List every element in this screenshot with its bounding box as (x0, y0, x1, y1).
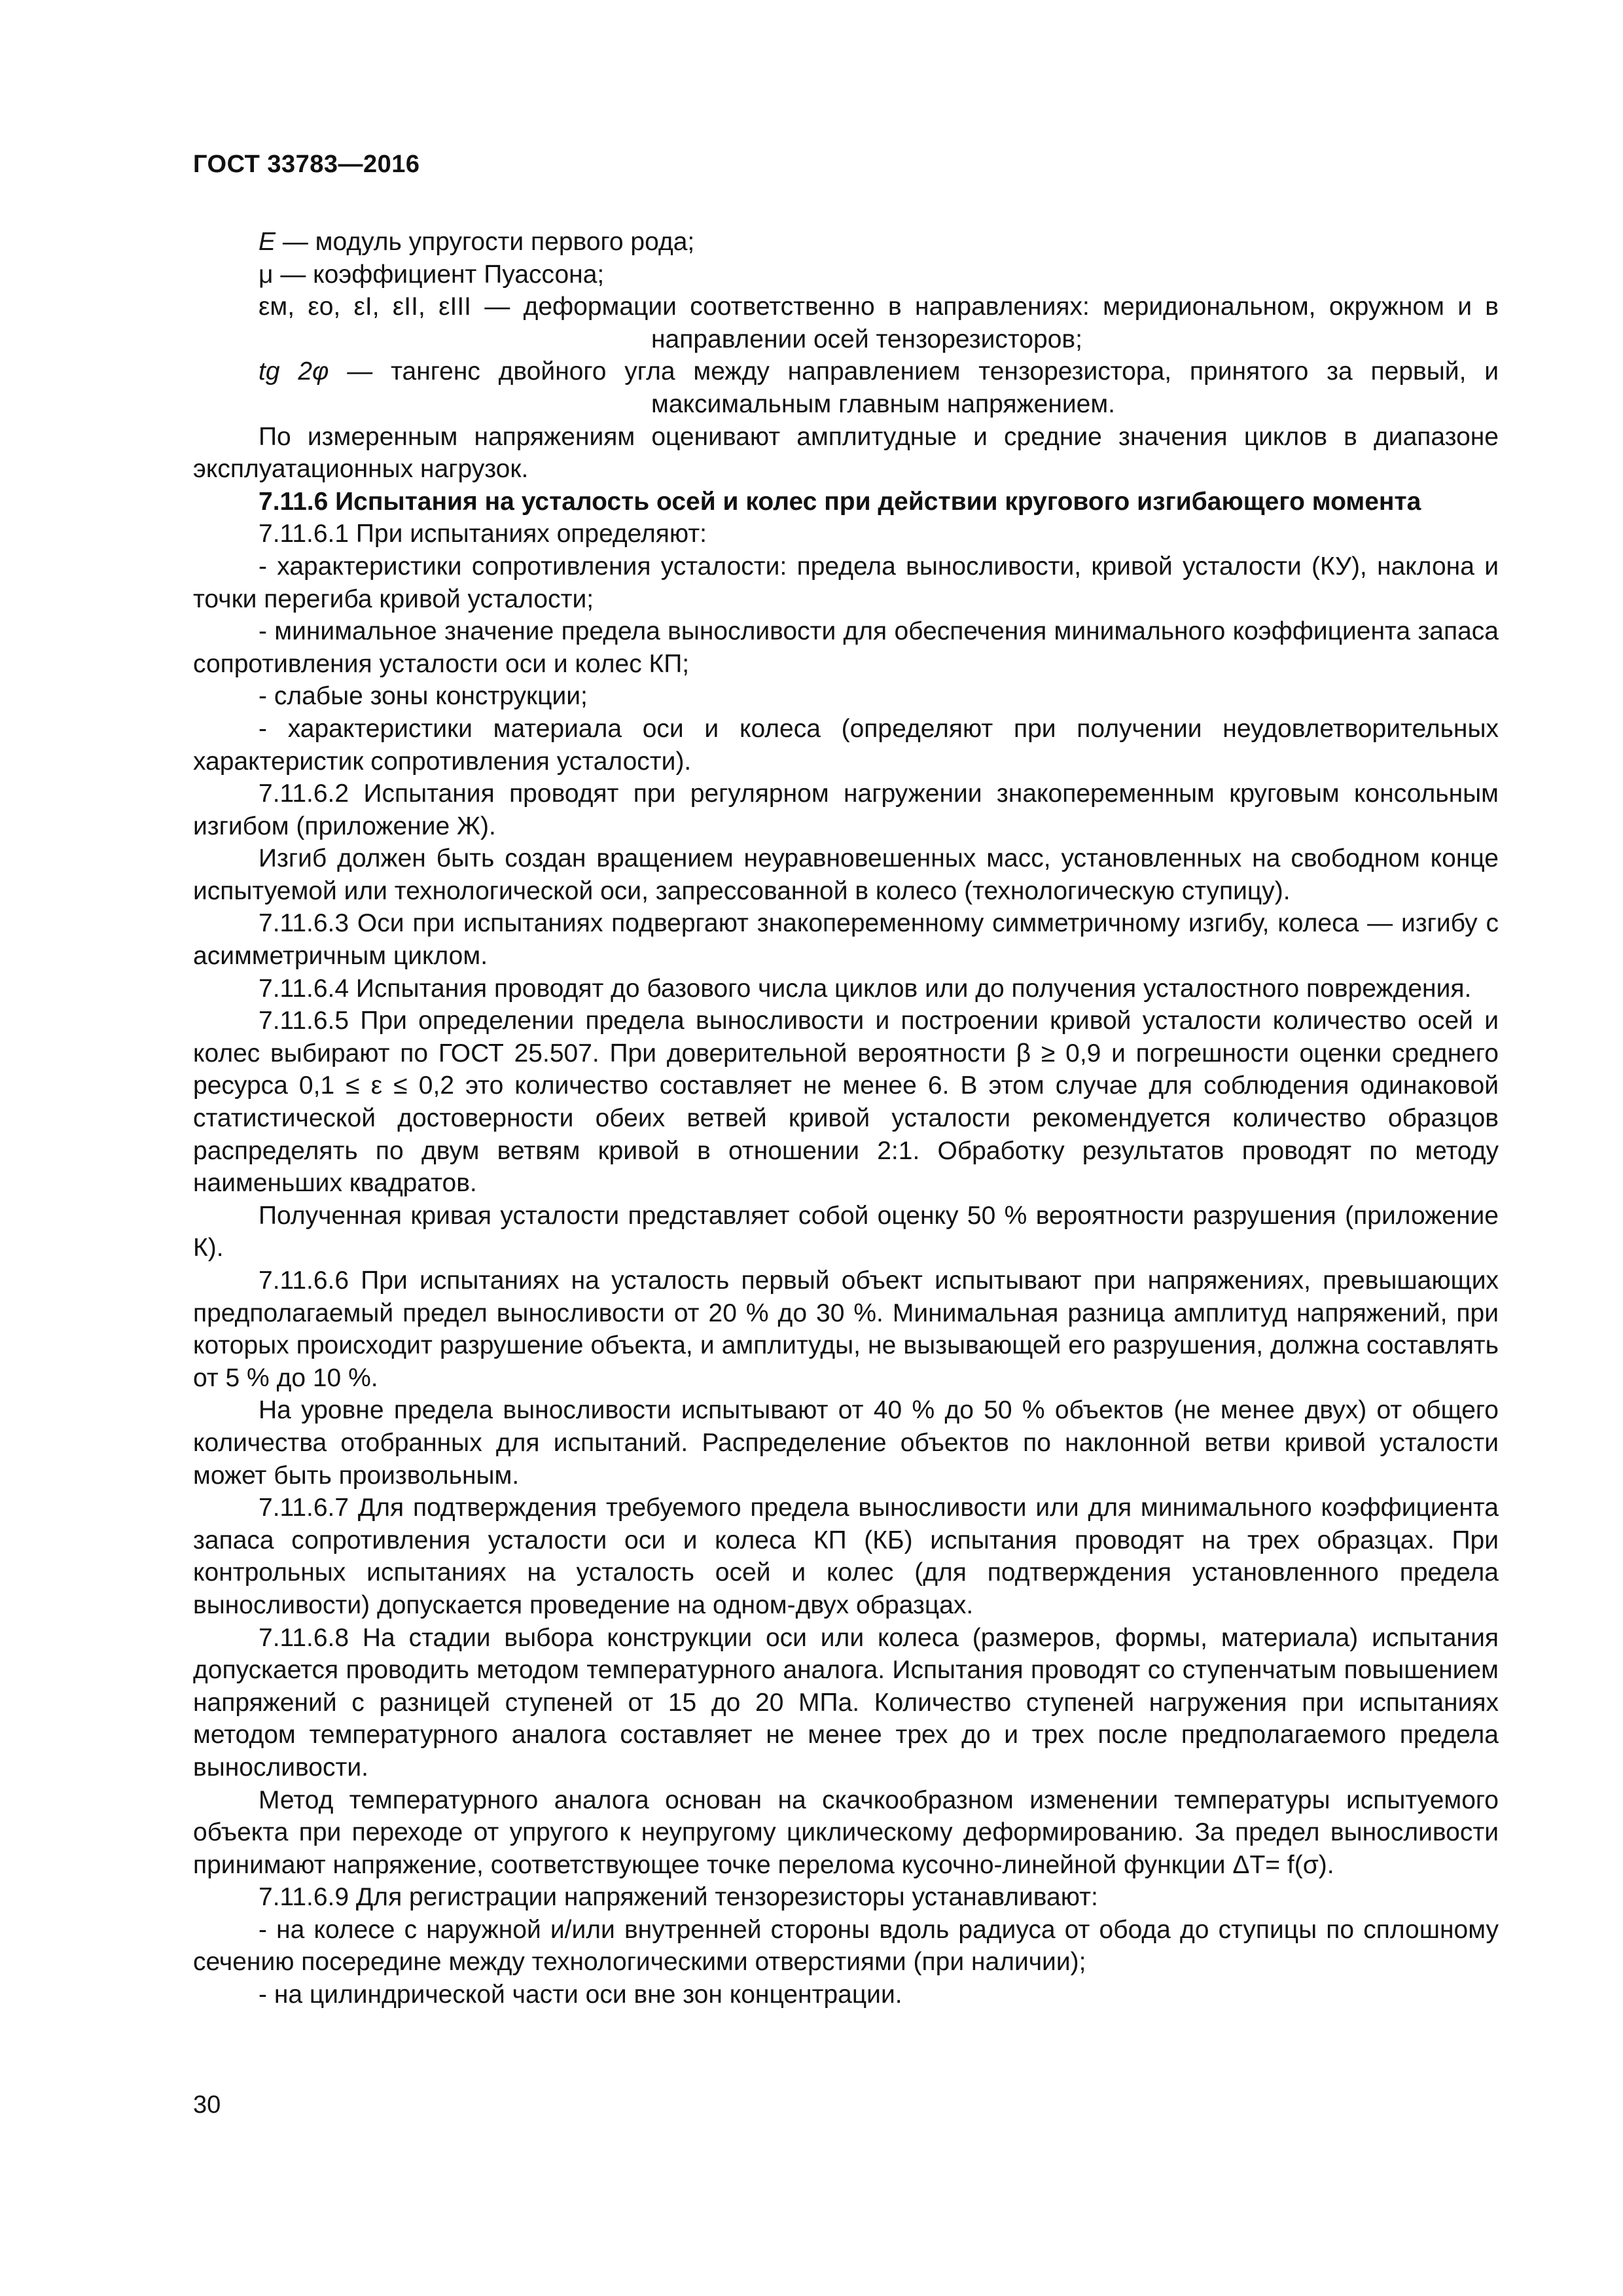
symbol: E (259, 228, 276, 256)
symbol: tg 2φ (259, 357, 329, 386)
symbol-text: — деформации соответственно в направлениях: меридиональном, окружном и в направлении осей тензорезисторов; (471, 293, 1499, 353)
symbol-text: — модуль упругости первого рода; (276, 228, 695, 256)
paragraph: Метод температурного аналога основан на скачкообразном изменении температуры испытуемого объекта при переходе от упругого к неупругому циклическому деформированию. За предел выносливости принимают напряжение, соответствующее точке перелома кусочно-линейной функции ΔT= f(σ). (193, 1785, 1499, 1879)
document-header: ГОСТ 33783—2016 (193, 151, 420, 178)
paragraph: Изгиб должен быть создан вращением неуравновешенных масс, установленных на свободном конце испытуемой или технологической оси, запрессованной в колесо (технологическую ступицу). (193, 844, 1499, 905)
paragraph: На уровне предела выносливости испытывают от 40 % до 50 % объектов (не менее двух) от общего количества отобранных для испытаний. Распределение объектов по наклонной ветви кривой усталости может быть произвольным. (193, 1396, 1499, 1490)
paragraph: 7.11.6.4 Испытания проводят до базового числа циклов или до получения усталостного повреждения. (259, 974, 1472, 1003)
paragraph: 7.11.6.8 На стадии выбора конструкции оси или колеса (размеров, формы, материала) испытания допускается проводить методом температурного аналога. Испытания проводят со ступенчатым повышением напряжений с разницей ступеней от 15 до 20 МПа. Количество ступеней нагружения при испытаниях методом температурного аналога составляет не менее трех до и трех после предполагаемого предела выносливости. (193, 1623, 1499, 1782)
symbol-definition (193, 291, 1499, 355)
paragraph: По измеренным напряжениям оценивают амплитудные и средние значения циклов в диапазоне эксплуатационных нагрузок. (193, 422, 1499, 484)
page-number: 30 (193, 2091, 221, 2119)
paragraph: 7.11.6.1 При испытаниях определяют: (259, 520, 707, 548)
paragraph: 7.11.6.7 Для подтверждения требуемого предела выносливости или для минимального коэффициента запаса сопротивления усталости оси и колеса КП (КБ) испытания проводят на трех образцах. При контрольных испытаниях на усталость осей и колес (для подтверждения установленного предела выносливости) допускается проведение на одном-двух образцах. (193, 1494, 1499, 1619)
paragraph: 7.11.6.2 Испытания проводят при регулярном нагружении знакопеременным круговым консольным изгибом (приложение Ж). (193, 780, 1499, 840)
section-heading: 7.11.6 Испытания на усталость осей и колес при действии кругового изгибающего момента (259, 487, 1421, 516)
paragraph: Полученная кривая усталости представляет собой оценку 50 % вероятности разрушения (приложение К). (193, 1201, 1499, 1263)
list-item: - слабые зоны конструкции; (259, 682, 588, 711)
paragraph: 7.11.6.6 При испытаниях на усталость первый объект испытывают при напряжениях, превышающих предполагаемый предел выносливости от 20 % до 30 %. Минимальная разница амплитуд напряжений, при которых происходит разрушение объекта, и амплитуды, не вызывающей его разрушения, должна составлять от 5 % до 10 %. (193, 1266, 1499, 1392)
symbol-text: — тангенс двойного угла между направлением тензорезистора, принятого за первый, и максимальным главным напряжением. (329, 357, 1499, 418)
list-item: - характеристики сопротивления усталости: предела выносливости, кривой усталости (КУ), наклона и точки перегиба кривой усталости; (193, 552, 1499, 613)
list-item: - характеристики материала оси и колеса (определяют при получении неудовлетворительных характеристик сопротивления усталости). (193, 714, 1499, 776)
paragraph: 7.11.6.3 Оси при испытаниях подвергают знакопеременному симметричному изгибу, колеса — изгибу с асимметричным циклом. (193, 909, 1499, 971)
paragraph: 7.11.6.9 Для регистрации напряжений тензорезисторы устанавливают: (259, 1883, 1098, 1912)
symbol-definition (193, 355, 1499, 420)
symbol-definition (193, 259, 1499, 291)
list-item: - минимальное значение предела выносливости для обеспечения минимального коэффициента запаса сопротивления усталости оси и колес КП; (193, 617, 1499, 678)
paragraph: 7.11.6.5 При определении предела выносливости и построении кривой усталости количество осей и колес выбирают по ГОСТ 25.507. При доверительной вероятности β ≥ 0,9 и погрешности оценки среднего ресурса 0,1 ≤ ε ≤ 0,2 это количество составляет не менее 6. В этом случае для соблюдения одинаковой статистической достоверности обеих ветвей кривой усталости рекомендуется количество образцов распределять по двум ветвям кривой в отношении 2:1. Обработку результатов проводят по методу наименьших квадратов. (193, 1007, 1499, 1198)
list-item: - на цилиндрической части оси вне зон концентрации. (259, 1981, 902, 2009)
symbol: εм, εо, εI, εII, εIII (259, 293, 471, 321)
page-body (193, 226, 1499, 2011)
symbol: μ (259, 260, 274, 289)
symbol-text: — коэффициент Пуассона; (273, 260, 605, 289)
symbol-definition (193, 226, 1499, 259)
list-item: - на колесе с наружной и/или внутренней стороны вдоль радиуса от обода до ступицы по сплошному сечению посередине между технологическими отверстиями (при наличии); (193, 1915, 1499, 1977)
